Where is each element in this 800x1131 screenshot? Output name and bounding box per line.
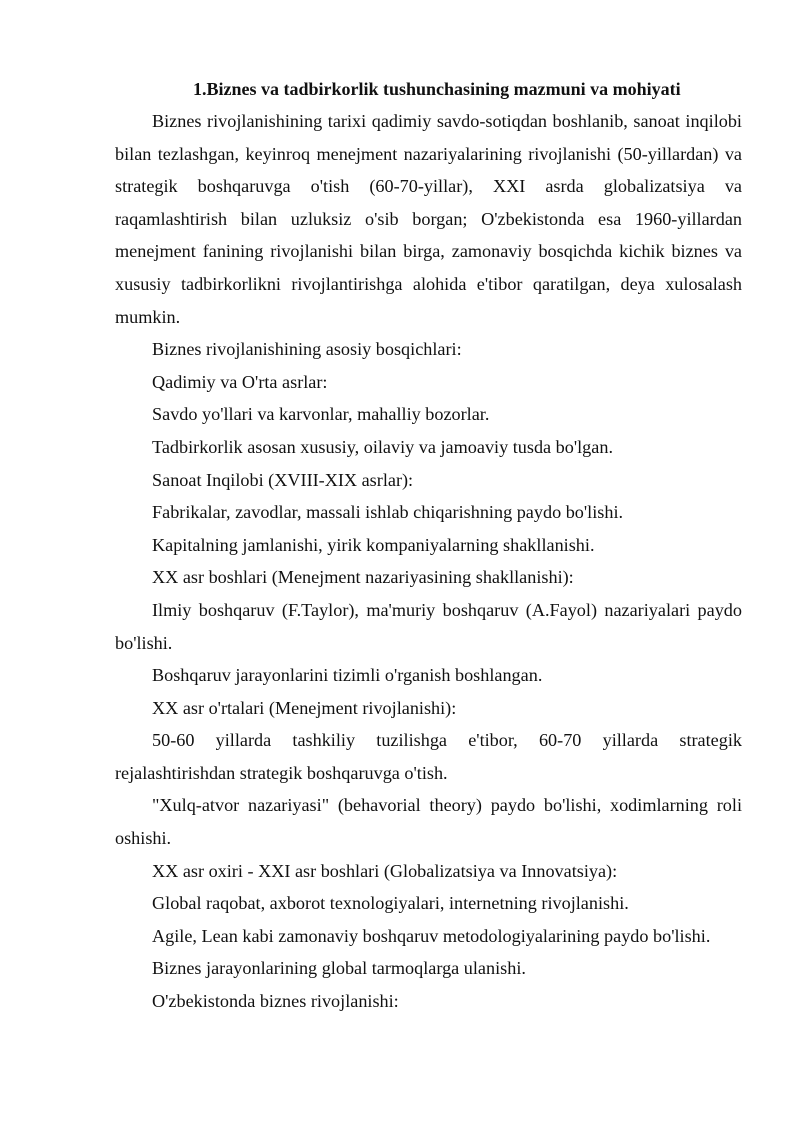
paragraph-uzbekistan-heading: O'zbekistonda biznes rivojlanishi: [152, 991, 399, 1012]
paragraph-late20-heading: XX asr oxiri - XXI asr boshlari (Globalizatsiya va Innovatsiya): [152, 860, 618, 881]
document-title: 1.Biznes va tadbirkorlik tushunchasining mazmuni va mohiyati [193, 79, 681, 99]
paragraph-ancient-entrepreneurship: Tadbirkorlik asosan xususiy, oilaviy va jamoaviy tusda bo'lgan. [152, 436, 613, 457]
paragraph-late20-agile: Agile, Lean kabi zamonaviy boshqaruv metodologiyalarining paydo bo'lishi. [152, 925, 711, 946]
paragraph-stages-heading: Biznes rivojlanishining asosiy bosqichlari: [152, 339, 462, 360]
paragraph-ancient-trade: Savdo yo'llari va karvonlar, mahalliy bozorlar. [152, 404, 490, 425]
paragraph-late20-networks: Biznes jarayonlarining global tarmoqlarga ulanishi. [152, 958, 526, 979]
document-body [115, 73, 742, 1018]
paragraph-mid20-heading: XX asr o'rtalari (Menejment rivojlanishi): [152, 697, 457, 718]
paragraph-intro: Biznes rivojlanishining tarixi qadimiy savdo-sotiqdan boshlanib, sanoat inqilobi bilan tezlashgan, keyinroq menejment nazariyalarining rivojlanishi (50-yillardan) va strategik boshqaruvga o'tish (60-70-yillar), XXI asrda globalizatsiya va raqamlashtirish bilan uzluksiz o'sib borgan; O'zbekistonda esa 1960-yillardan menejment fanining rivojlanishi bilan birga, zamonaviy bosqichda kichik biznes va xususiy tadbirkorlikni rivojlantirishga alohida e'tibor qaratilgan, deya xulosalash mumkin. [115, 111, 742, 327]
paragraph-early20-heading: XX asr boshlari (Menejment nazariyasining shakllanishi): [152, 567, 574, 588]
paragraph-ancient-heading: Qadimiy va O'rta asrlar: [152, 371, 328, 392]
paragraph-industrial-factories: Fabrikalar, zavodlar, massali ishlab chiqarishning paydo bo'lishi. [152, 502, 624, 523]
paragraph-industrial-heading: Sanoat Inqilobi (XVIII-XIX asrlar): [152, 469, 414, 490]
paragraph-mid20-strategy: 50-60 yillarda tashkiliy tuzilishga e'tibor, 60-70 yillarda strategik rejalashtirishdan strategik boshqaruvga o'tish. [115, 730, 742, 783]
paragraph-early20-study: Boshqaruv jarayonlarini tizimli o'rganish boshlangan. [152, 665, 543, 686]
paragraph-late20-competition: Global raqobat, axborot texnologiyalari, internetning rivojlanishi. [152, 893, 629, 914]
paragraph-early20-theories: Ilmiy boshqaruv (F.Taylor), ma'muriy boshqaruv (A.Fayol) nazariyalari paydo bo'lishi. [115, 599, 742, 653]
paragraph-industrial-capital: Kapitalning jamlanishi, yirik kompaniyalarning shakllanishi. [152, 534, 595, 555]
paragraph-mid20-behavior: "Xulq-atvor nazariyasi" (behavorial theory) paydo bo'lishi, xodimlarning roli oshishi. [115, 795, 742, 849]
